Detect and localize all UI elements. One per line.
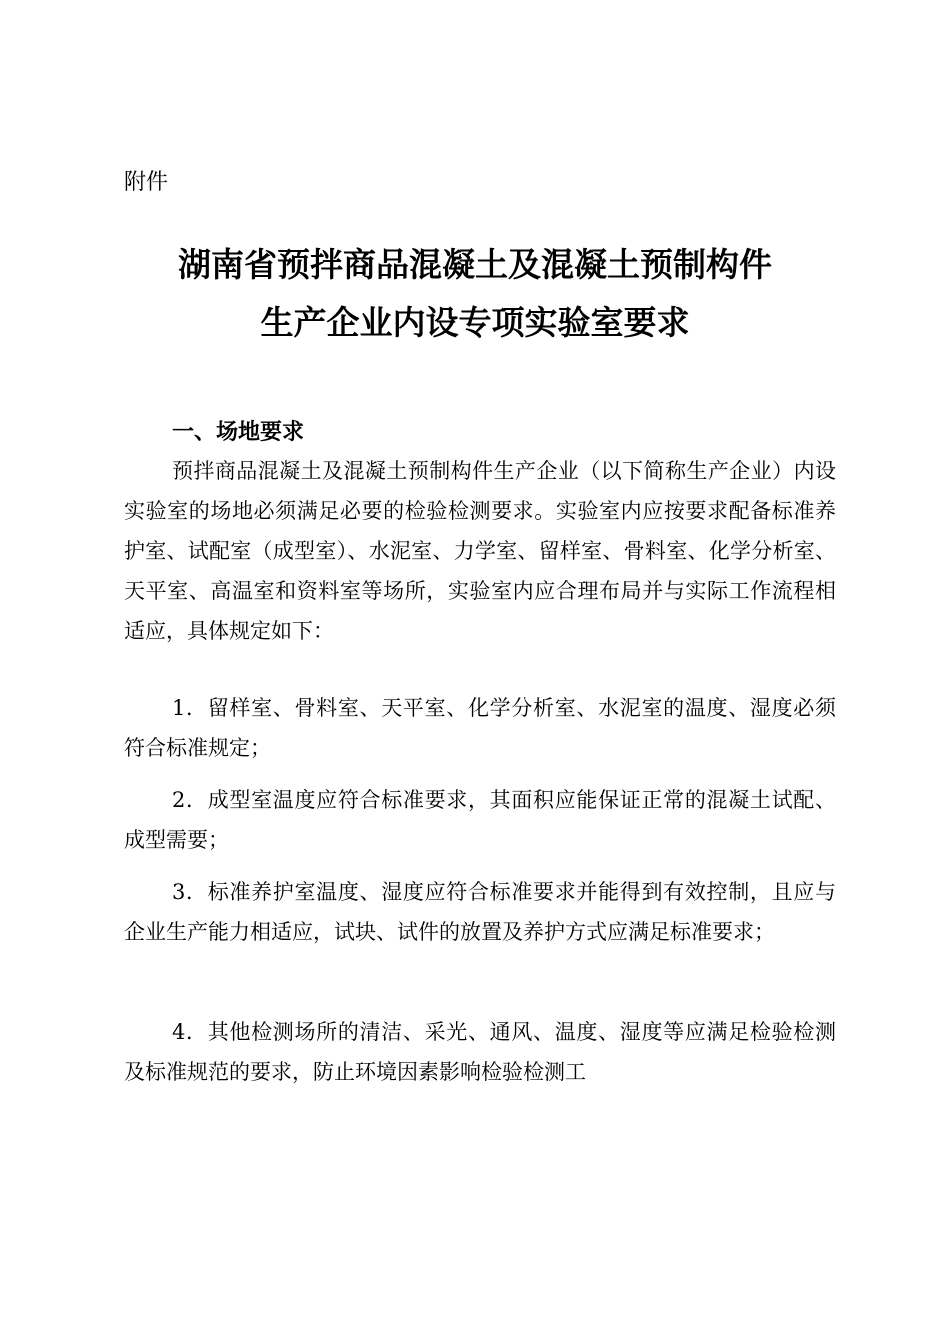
requirement-item-1: 1．留样室、骨料室、天平室、化学分析室、水泥室的温度、湿度必须符合标准规定； bbox=[124, 696, 836, 760]
requirement-item-3: 3．标准养护室温度、湿度应符合标准要求并能得到有效控制，且应与企业生产能力相适应，试块、试件的放置及养护方式应满足标准要求； bbox=[124, 880, 836, 944]
document-title bbox=[100, 236, 850, 352]
requirement-item-4: 4．其他检测场所的清洁、采光、通风、温度、湿度等应满足检验检测及标准规范的要求，防止环境因素影响检验检测工 bbox=[124, 1020, 836, 1084]
attachment-label: 附件 bbox=[124, 170, 169, 195]
title-line-2: 生产企业内设专项实验室要求 bbox=[260, 303, 690, 342]
requirement-item-2: 2．成型室温度应符合标准要求，其面积应能保证正常的混凝土试配、成型需要； bbox=[124, 788, 836, 852]
section-intro-paragraph: 预拌商品混凝土及混凝土预制构件生产企业（以下简称生产企业）内设实验室的场地必须满足必要的检验检测要求。实验室内应按要求配备标准养护室、试配室（成型室）、水泥室、力学室、留样室、骨料室、化学分析室、天平室、高温室和资料室等场所，实验室内应合理布局并与实际工作流程相适应，具体规定如下： bbox=[124, 459, 836, 643]
title-line-1: 湖南省预拌商品混凝土及混凝土预制构件 bbox=[178, 245, 772, 284]
section-heading-site-requirements: 一、场地要求 bbox=[172, 420, 305, 445]
